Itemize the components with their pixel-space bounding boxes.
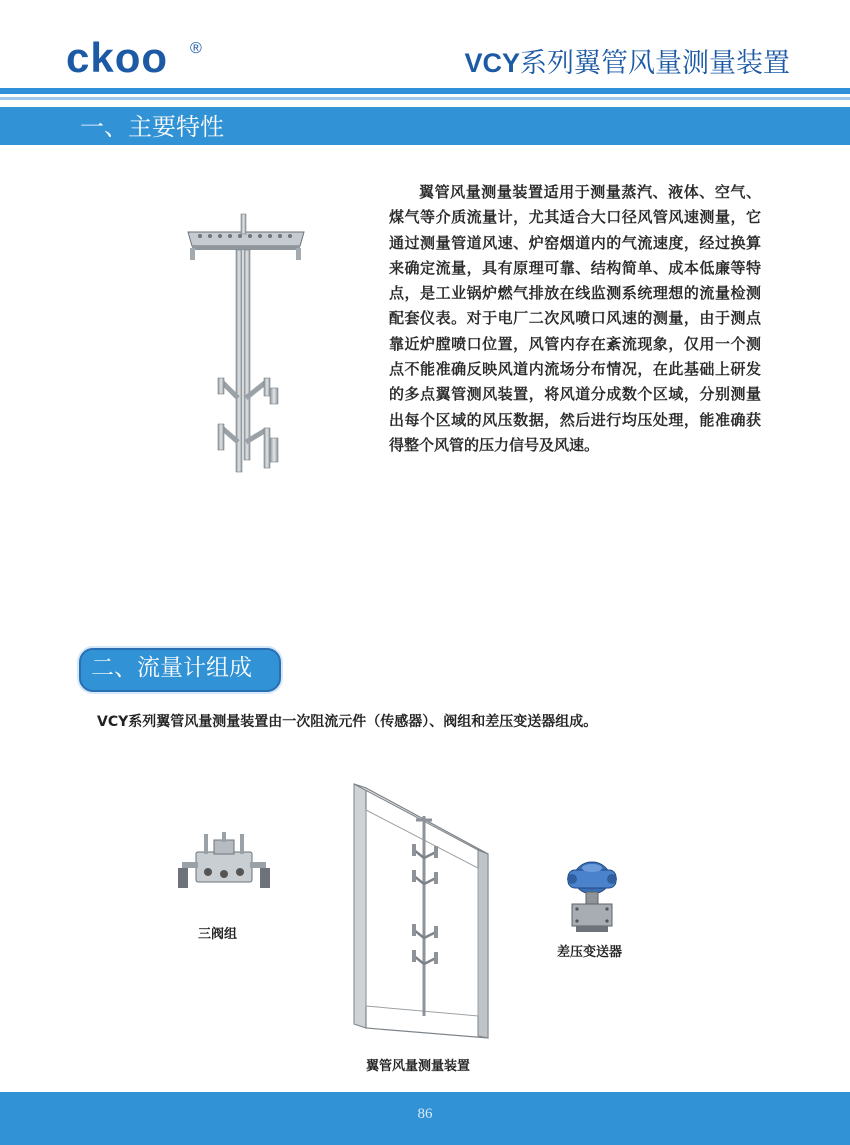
section1-title: 一、主要特性 (80, 113, 224, 141)
document-title (464, 46, 790, 81)
transmitter-caption: 差压变送器 (557, 945, 623, 960)
pressure-transmitter-icon (566, 858, 618, 932)
section2-title: 二、流量计组成 (91, 655, 252, 681)
page-number: 86 (417, 1106, 433, 1122)
document-title-suffix: 系列翼管风量测量装置 (520, 48, 790, 79)
registered-mark: ® (190, 40, 202, 57)
valve-caption: 三阀组 (198, 927, 238, 942)
components-description: VCY系列翼管风量测量装置由一次阻流元件（传感器）、阀组和差压变送器组成。 (97, 714, 598, 730)
airfoil-sensor-illustration (186, 210, 306, 480)
frame-caption: 翼管风量测量装置 (366, 1059, 471, 1074)
header-rule-thin (0, 97, 850, 100)
airfoil-tube-frame-icon (350, 780, 495, 1042)
brand-logo: ckoo (66, 34, 169, 81)
intro-paragraph: 翼管风量测量装置适用于测量蒸汽、液体、空气、煤气等介质流量计，尤其适合大口径风管风速测量，它通过测量管道风速、炉窑烟道内的气流速度，经过换算来确定流量，具有原理可靠、结构简单、成本低廉等特点，是工业锅炉燃气排放在线监测系统理想的流量检测配套仪表。对于电厂二次风喷口风速的测量，由于测点靠近炉膛喷口位置，风管内存在紊流现象，仅用一个测点不能准确反映风道内流场分布情况，在此基础上研发的多点翼管测风装置，将风道分成数个区域，分别测量出每个区域的风压数据，然后进行均压处理，能准确获得整个风管的压力信号及风速。 (389, 183, 761, 454)
three-valve-manifold-icon (178, 832, 270, 894)
document-title-prefix: VCY (464, 48, 520, 78)
header-rule (0, 88, 850, 94)
